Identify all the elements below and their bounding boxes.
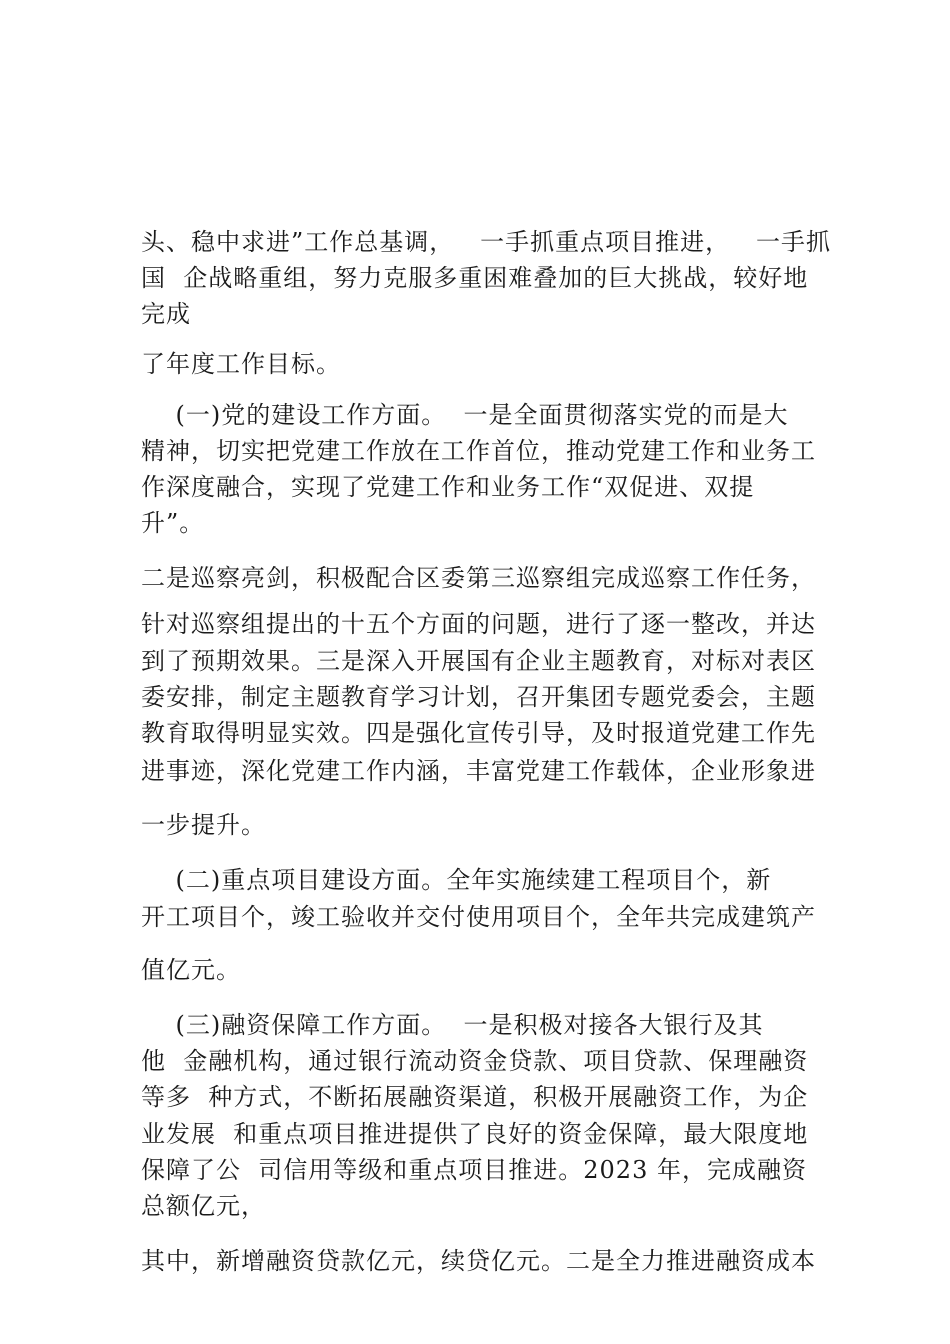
text-line: 他 金融机构，通过银行流动资金贷款、项目贷款、保理融资 xyxy=(141,1047,809,1075)
text-line: 作深度融合，实现了党建工作和业务工作“双促进、双提 xyxy=(141,473,755,501)
text-line: 完成 xyxy=(141,300,191,328)
text-line: 了年度工作目标。 xyxy=(141,350,341,378)
text-line: 头、稳中求进”工作总基调， 一手抓重点项目推进， 一手抓 xyxy=(141,228,832,256)
text-line: 一步提升。 xyxy=(141,811,266,839)
text-line: 到了预期效果。三是深入开展国有企业主题教育，对标对表区 xyxy=(141,647,816,675)
text-line: 教育取得明显实效。四是强化宣传引导，及时报道党建工作先 xyxy=(141,719,816,747)
text-line: 进事迹，深化党建工作内涵，丰富党建工作载体，企业形象进 xyxy=(141,757,816,785)
text-line: 保障了公 司信用等级和重点项目推进。2023 年，完成融资 xyxy=(141,1156,807,1184)
text-line: 二是巡察亮剑，积极配合区委第三巡察组完成巡察工作任务， xyxy=(141,564,816,592)
text-line: 值亿元。 xyxy=(141,956,241,984)
text-line: 精神，切实把党建工作放在工作首位，推动党建工作和业务工 xyxy=(141,437,816,465)
text-line: 国 企战略重组，努力克服多重困难叠加的巨大挑战，较好地 xyxy=(141,264,809,292)
text-line: 开工项目个，竣工验收并交付使用项目个，全年共完成建筑产 xyxy=(141,903,816,931)
text-line: (三)融资保障工作方面。 一是积极对接各大银行及其 xyxy=(141,1011,764,1039)
text-line: 业发展 和重点项目推进提供了良好的资金保障，最大限度地 xyxy=(141,1120,809,1148)
text-line: 委安排，制定主题教育学习计划，召开集团专题党委会，主题 xyxy=(141,683,816,711)
text-line: 升”。 xyxy=(141,509,205,537)
text-line: 其中，新增融资贷款亿元，续贷亿元。二是全力推进融资成本 xyxy=(141,1247,816,1275)
text-line: 等多 种方式，不断拓展融资渠道，积极开展融资工作，为企 xyxy=(141,1083,809,1111)
text-line: (二)重点项目建设方面。全年实施续建工程项目个，新 xyxy=(141,866,772,894)
text-line: 总额亿元， xyxy=(141,1192,266,1220)
text-line: (一)党的建设工作方面。 一是全面贯彻落实党的而是大 xyxy=(141,401,789,429)
text-line: 针对巡察组提出的十五个方面的问题，进行了逐一整改，并达 xyxy=(141,610,816,638)
